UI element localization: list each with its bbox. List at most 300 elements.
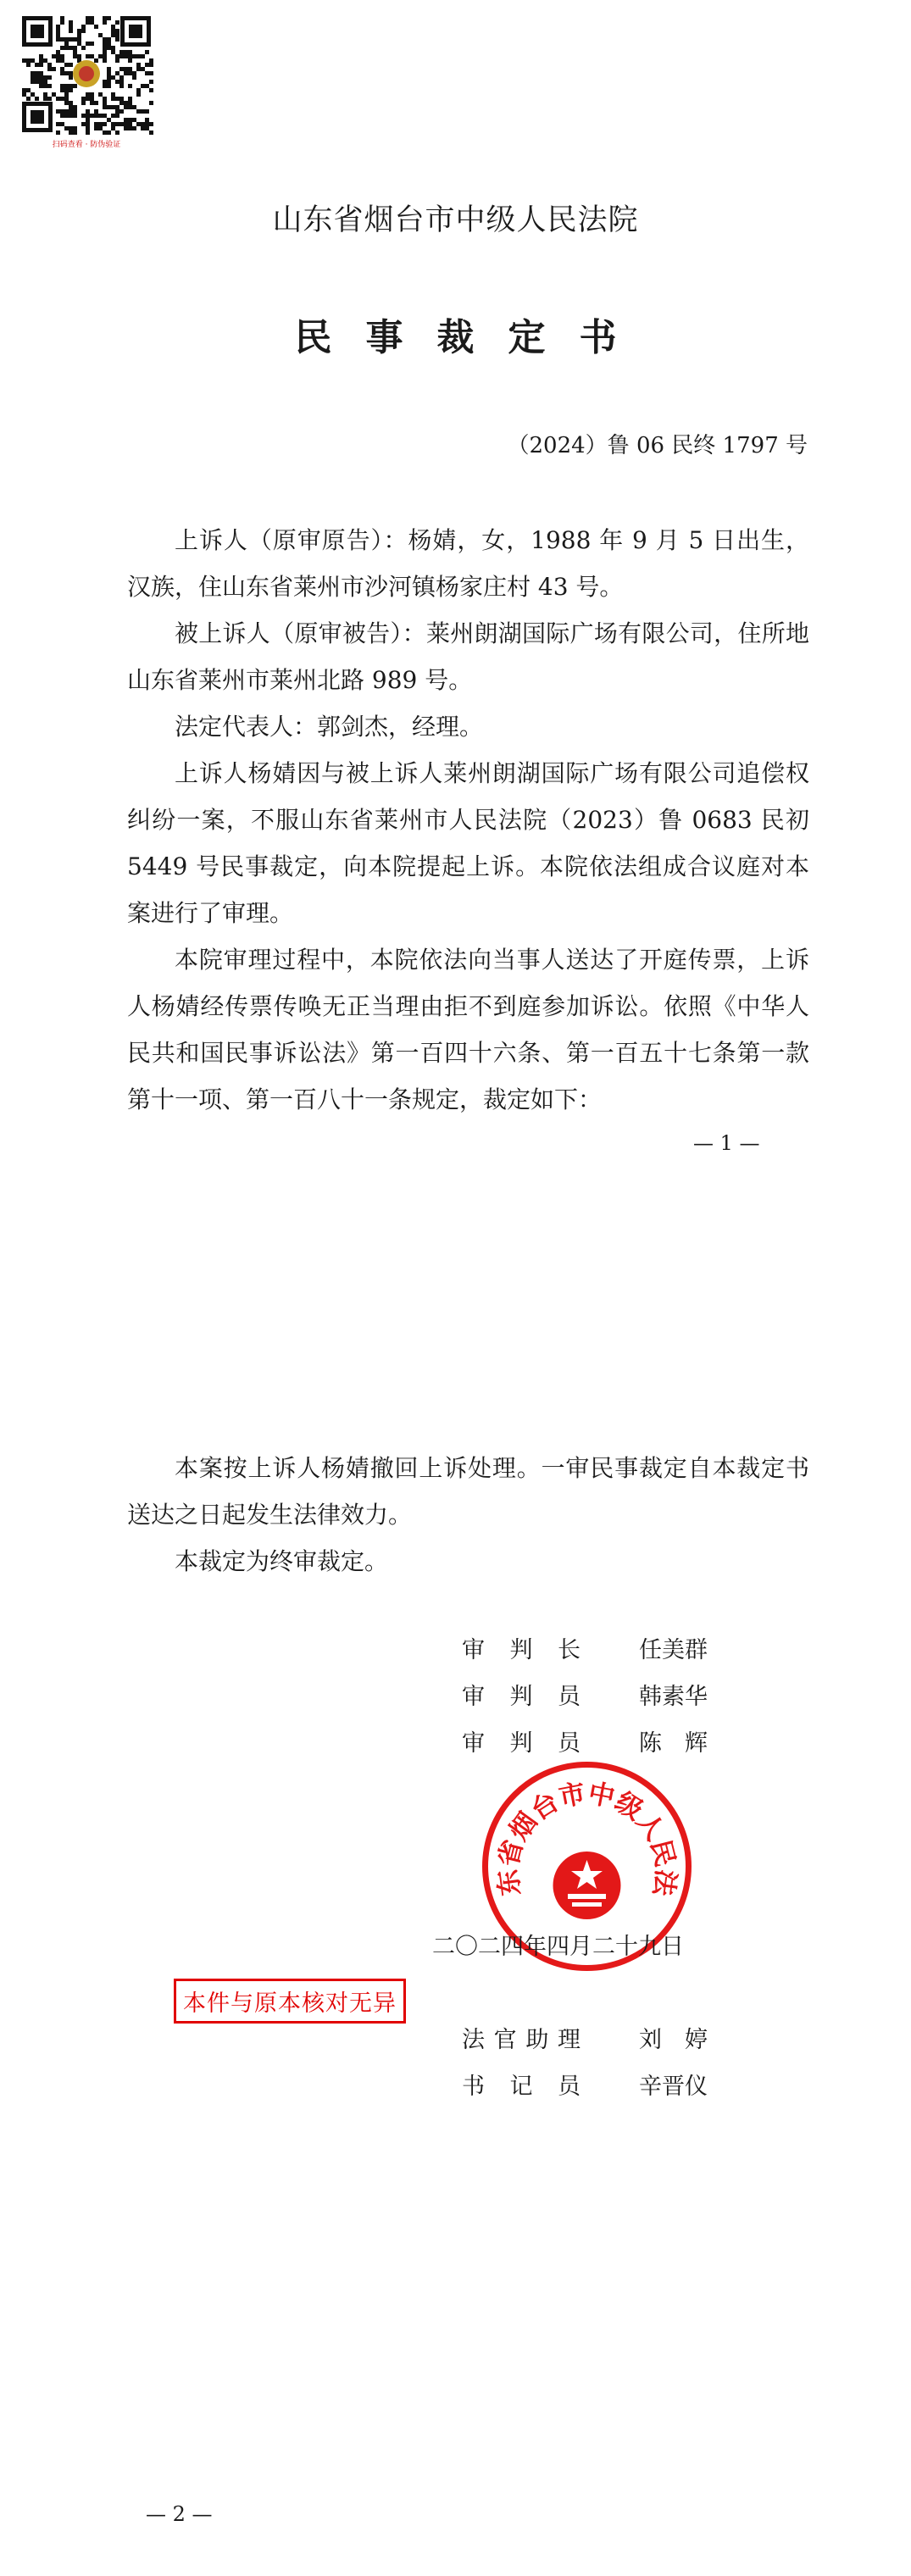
qr-module (56, 58, 60, 63)
qr-module (128, 71, 132, 75)
qr-module (115, 80, 119, 84)
role-char: 员 (558, 2074, 580, 2100)
qr-module (64, 37, 69, 42)
qr-module (111, 75, 115, 80)
role-char: 法 (462, 2027, 485, 2053)
qr-module (86, 114, 90, 118)
qr-module (22, 92, 26, 97)
role-char: 官 (493, 2027, 517, 2053)
qr-module (90, 16, 94, 20)
qr-module (119, 97, 124, 101)
qr-module (119, 54, 124, 58)
qr-module (77, 42, 81, 46)
qr-module (136, 122, 141, 126)
qr-module (60, 20, 64, 25)
clerk-row (462, 2021, 708, 2054)
qr-module (115, 105, 119, 109)
qr-module (103, 50, 107, 54)
qr-module (136, 54, 141, 58)
qr-module (73, 130, 77, 135)
qr-module (141, 54, 145, 58)
final-ruling-paragraph: 本裁定为终审裁定。 (175, 1547, 389, 1575)
qr-module (103, 16, 107, 20)
qr-module (98, 33, 103, 37)
qr-module (39, 54, 43, 58)
qr-module (145, 126, 149, 130)
qr-module (136, 92, 141, 97)
qr-module (69, 84, 73, 88)
qr-module (124, 126, 128, 130)
qr-module (90, 42, 94, 46)
qr-module (90, 101, 94, 105)
qr-module (103, 105, 107, 109)
qr-module (64, 71, 69, 75)
qr-module (77, 37, 81, 42)
qr-module (98, 92, 103, 97)
qr-module (107, 16, 111, 20)
qr-module (64, 88, 69, 92)
qr-module (69, 101, 73, 105)
qr-module (103, 122, 107, 126)
qr-module (141, 126, 145, 130)
qr-module (56, 33, 60, 37)
qr-module (115, 20, 119, 25)
qr-module (69, 114, 73, 118)
qr-module (98, 54, 103, 58)
qr-module (69, 88, 73, 92)
qr-module (86, 54, 90, 58)
qr-module (149, 63, 153, 67)
qr-module (69, 63, 73, 67)
qr-module (124, 118, 128, 122)
role-char: 书 (462, 2074, 485, 2100)
qr-module (26, 63, 31, 67)
qr-module (111, 33, 115, 37)
qr-module (103, 58, 107, 63)
qr-module (43, 80, 47, 84)
role-char: 判 (509, 1730, 533, 1757)
qr-module (132, 105, 136, 109)
qr-module (69, 37, 73, 42)
qr-module (145, 63, 149, 67)
qr-module (107, 118, 111, 122)
qr-module (60, 109, 64, 114)
role-char: 判 (509, 1637, 533, 1663)
qr-module (115, 71, 119, 75)
qr-module (52, 92, 56, 97)
qr-module (39, 75, 43, 80)
qr-module (73, 126, 77, 130)
qr-module (35, 63, 39, 67)
qr-module (149, 71, 153, 75)
qr-module (115, 54, 119, 58)
qr-module (86, 122, 90, 126)
qr-module (81, 101, 86, 105)
qr-module (64, 114, 69, 118)
qr-module (64, 126, 69, 130)
qr-module (128, 101, 132, 105)
qr-module (86, 42, 90, 46)
qr-module (90, 97, 94, 101)
qr-module (64, 46, 69, 50)
qr-module (64, 84, 69, 88)
qr-module (128, 118, 132, 122)
qr-module (115, 97, 119, 101)
qr-module (111, 29, 115, 33)
qr-module (77, 29, 81, 33)
qr-module (60, 122, 64, 126)
qr-module (128, 58, 132, 63)
qr-module (124, 105, 128, 109)
qr-module (73, 54, 77, 58)
qr-module (103, 37, 107, 42)
qr-module (124, 54, 128, 58)
qr-module (103, 97, 107, 101)
qr-module (47, 97, 52, 101)
qr-module (56, 130, 60, 135)
qr-module (128, 122, 132, 126)
qr-module (111, 50, 115, 54)
qr-module (69, 109, 73, 114)
ruling-paragraph: 本案按上诉人杨婧撤回上诉处理。一审民事裁定自本裁定书送达之日起发生法律效力。 (127, 1454, 809, 1529)
case-number: （2024）鲁 06 民终 1797 号 (507, 433, 808, 458)
qr-module (69, 130, 73, 135)
role-char: 审 (462, 1730, 485, 1757)
qr-module (149, 130, 153, 135)
qr-module (90, 92, 94, 97)
qr-module (64, 109, 69, 114)
role-char: 记 (509, 2074, 533, 2100)
qr-module (128, 84, 132, 88)
qr-module (47, 63, 52, 67)
qr-module (119, 109, 124, 114)
judge-role (462, 1724, 580, 1757)
qr-module (115, 114, 119, 118)
judge-name: 韩素华 (639, 1684, 708, 1710)
qr-code-image (19, 13, 154, 136)
qr-module (107, 71, 111, 75)
qr-module (69, 126, 73, 130)
qr-module (90, 54, 94, 58)
qr-module (39, 58, 43, 63)
clerk-name: 刘 婷 (639, 2027, 708, 2053)
verification-stamp: 本件与原本核对无异 (174, 1979, 406, 2024)
qr-module (149, 88, 153, 92)
qr-module (145, 84, 149, 88)
qr-module (107, 46, 111, 50)
qr-module (60, 97, 64, 101)
qr-module (124, 122, 128, 126)
qr-module (136, 88, 141, 92)
qr-module (94, 122, 98, 126)
qr-module (39, 71, 43, 75)
qr-module (86, 97, 90, 101)
qr-module (103, 130, 107, 135)
judge-name: 任美群 (639, 1637, 708, 1663)
qr-module (103, 42, 107, 46)
qr-module (132, 126, 136, 130)
qr-module (98, 122, 103, 126)
qr-module (86, 118, 90, 122)
qr-module (81, 25, 86, 29)
qr-module (31, 92, 35, 97)
qr-module (111, 25, 115, 29)
case-background-paragraph: 上诉人杨婧因与被上诉人莱州朗湖国际广场有限公司追偿权纠纷一案，不服山东省莱州市人民法院（2023）鲁 0683 民初 5449 号民事裁定，向本院提起上诉。本院依法组成合议庭对本案进行了审理。 (127, 759, 809, 927)
qr-module (73, 84, 77, 88)
qr-module (119, 84, 124, 88)
qr-module (115, 122, 119, 126)
qr-module (107, 75, 111, 80)
qr-module (56, 109, 60, 114)
qr-module (22, 88, 26, 92)
qr-module (64, 97, 69, 101)
qr-module (145, 122, 149, 126)
qr-module (60, 37, 64, 42)
qr-module (81, 97, 86, 101)
qr-module (77, 33, 81, 37)
judge-row (462, 1678, 708, 1711)
qr-module (35, 80, 39, 84)
qr-module (60, 84, 64, 88)
qr-module (98, 114, 103, 118)
qr-module (31, 80, 35, 84)
qr-module (94, 114, 98, 118)
qr-module (43, 58, 47, 63)
qr-module (26, 88, 31, 92)
qr-module (124, 50, 128, 54)
clerk-row (462, 2068, 708, 2101)
qr-module (128, 105, 132, 109)
qr-module (64, 101, 69, 105)
qr-module (64, 63, 69, 67)
qr-module (35, 75, 39, 80)
qr-module (94, 101, 98, 105)
qr-module (107, 37, 111, 42)
qr-module (81, 122, 86, 126)
qr-module (39, 63, 43, 67)
judge-row (462, 1724, 708, 1757)
qr-module (64, 42, 69, 46)
qr-module (56, 97, 60, 101)
qr-caption: 扫码查看 · 防伪验证 (52, 141, 121, 149)
qr-module (145, 71, 149, 75)
qr-module (56, 54, 60, 58)
judge-row (462, 1631, 708, 1664)
qr-module (107, 130, 111, 135)
qr-module (86, 20, 90, 25)
qr-module (60, 16, 64, 20)
qr-module (69, 20, 73, 25)
judge-role (462, 1631, 580, 1664)
role-char: 助 (525, 2027, 549, 2053)
qr-module (86, 92, 90, 97)
role-char: 理 (557, 2027, 580, 2053)
qr-module (107, 67, 111, 71)
qr-module (90, 114, 94, 118)
qr-module (128, 54, 132, 58)
qr-module (115, 37, 119, 42)
qr-module (81, 114, 86, 118)
qr-module (94, 109, 98, 114)
qr-module (107, 105, 111, 109)
role-char: 判 (509, 1684, 533, 1710)
qr-module (73, 109, 77, 114)
qr-module (124, 71, 128, 75)
qr-module (136, 109, 141, 114)
qr-module (52, 67, 56, 71)
qr-module (115, 109, 119, 114)
qr-module (141, 109, 145, 114)
qr-module (60, 114, 64, 118)
qr-module (56, 122, 60, 126)
qr-module (103, 114, 107, 118)
qr-module (145, 50, 149, 54)
qr-module (69, 25, 73, 29)
qr-module (98, 126, 103, 130)
qr-module (128, 67, 132, 71)
qr-module (132, 75, 136, 80)
qr-module (60, 54, 64, 58)
qr-module (111, 92, 115, 97)
qr-module (103, 20, 107, 25)
qr-module (56, 50, 60, 54)
page-number-2: — 2 — (146, 2502, 213, 2526)
qr-module (26, 97, 31, 101)
qr-module (60, 67, 64, 71)
qr-module (22, 58, 26, 63)
role-char: 审 (462, 1637, 485, 1663)
qr-code (19, 13, 154, 136)
qr-module (31, 58, 35, 63)
qr-module (81, 29, 86, 33)
qr-module (47, 75, 52, 80)
qr-module (43, 75, 47, 80)
qr-module (73, 46, 77, 50)
clerk-name: 辛晋仪 (639, 2074, 708, 2100)
ruling-date: 二〇二四年四月二十九日 (432, 1934, 684, 1960)
qr-module (141, 84, 145, 88)
qr-module (132, 118, 136, 122)
qr-module (119, 101, 124, 105)
qr-module (86, 126, 90, 130)
qr-module (132, 71, 136, 75)
qr-module (39, 80, 43, 84)
qr-module (64, 92, 69, 97)
qr-module (86, 109, 90, 114)
qr-module (115, 58, 119, 63)
qr-module (128, 126, 132, 130)
qr-module (26, 58, 31, 63)
qr-module (103, 46, 107, 50)
qr-module (35, 97, 39, 101)
qr-module (149, 58, 153, 63)
qr-module (132, 54, 136, 58)
legal-rep-paragraph: 法定代表人：郭剑杰，经理。 (175, 713, 484, 741)
qr-module (103, 80, 107, 84)
qr-module (60, 58, 64, 63)
qr-module (111, 105, 115, 109)
qr-module (149, 122, 153, 126)
qr-module (128, 50, 132, 54)
qr-module (115, 29, 119, 33)
qr-module (119, 50, 124, 54)
qr-module (69, 46, 73, 50)
qr-module (141, 122, 145, 126)
qr-module (119, 122, 124, 126)
qr-module (56, 25, 60, 29)
qr-module (47, 84, 52, 88)
qr-module (94, 58, 98, 63)
qr-module (39, 84, 43, 88)
qr-module (69, 75, 73, 80)
qr-module (128, 97, 132, 101)
appellant-paragraph: 上诉人（原审原告）：杨婧，女，1988 年 9 月 5 日出生，汉族，住山东省莱州市沙河镇杨家庄村 43 号。 (127, 526, 809, 601)
qr-module (103, 54, 107, 58)
role-char: 员 (558, 1684, 580, 1710)
qr-module (60, 46, 64, 50)
qr-module (31, 75, 35, 80)
qr-module (81, 46, 86, 50)
qr-module (119, 80, 124, 84)
qr-module (56, 37, 60, 42)
qr-module (69, 29, 73, 33)
qr-module (124, 67, 128, 71)
qr-module (115, 130, 119, 135)
qr-module (141, 67, 145, 71)
role-char: 审 (462, 1684, 485, 1710)
qr-module (136, 63, 141, 67)
clerk-role (462, 2021, 580, 2054)
qr-module (47, 67, 52, 71)
qr-module (73, 105, 77, 109)
qr-module (111, 46, 115, 50)
qr-module (77, 54, 81, 58)
seal-text: 东省烟台市中级人民法 (492, 1778, 681, 1898)
qr-module (60, 71, 64, 75)
qr-module (107, 42, 111, 46)
qr-module (119, 75, 124, 80)
qr-module (149, 80, 153, 84)
qr-module (111, 114, 115, 118)
document-title: 民事裁定书 (294, 316, 651, 359)
qr-module (103, 84, 107, 88)
proceedings-paragraph: 本院审理过程中，本院依法向当事人送达了开庭传票，上诉人杨婧经传票传唤无正当理由拒不到庭参加诉讼。依照《中华人民共和国民事诉讼法》第一百四十六条、第一百五十七条第一款第十一项、第一百八十一条规定，裁定如下： (127, 946, 809, 1113)
qr-module (31, 71, 35, 75)
qr-module (73, 114, 77, 118)
qr-module (73, 50, 77, 54)
qr-module (115, 33, 119, 37)
qr-module (73, 37, 77, 42)
appellee-paragraph: 被上诉人（原审被告）：莱州朗湖国际广场有限公司，住所地山东省莱州市莱州北路 989 号。 (127, 619, 809, 694)
qr-module (94, 126, 98, 130)
qr-module (43, 97, 47, 101)
qr-module (145, 109, 149, 114)
qr-module (52, 54, 56, 58)
qr-module (149, 101, 153, 105)
qr-module (107, 80, 111, 84)
qr-module (86, 16, 90, 20)
judge-role (462, 1678, 580, 1711)
qr-module (56, 29, 60, 33)
qr-module (145, 118, 149, 122)
qr-module (86, 130, 90, 135)
clerk-role (462, 2068, 580, 2101)
qr-module (111, 97, 115, 101)
qr-module (90, 20, 94, 25)
qr-module (111, 126, 115, 130)
page-number-1: — 1 — (693, 1131, 760, 1155)
qr-module (119, 67, 124, 71)
